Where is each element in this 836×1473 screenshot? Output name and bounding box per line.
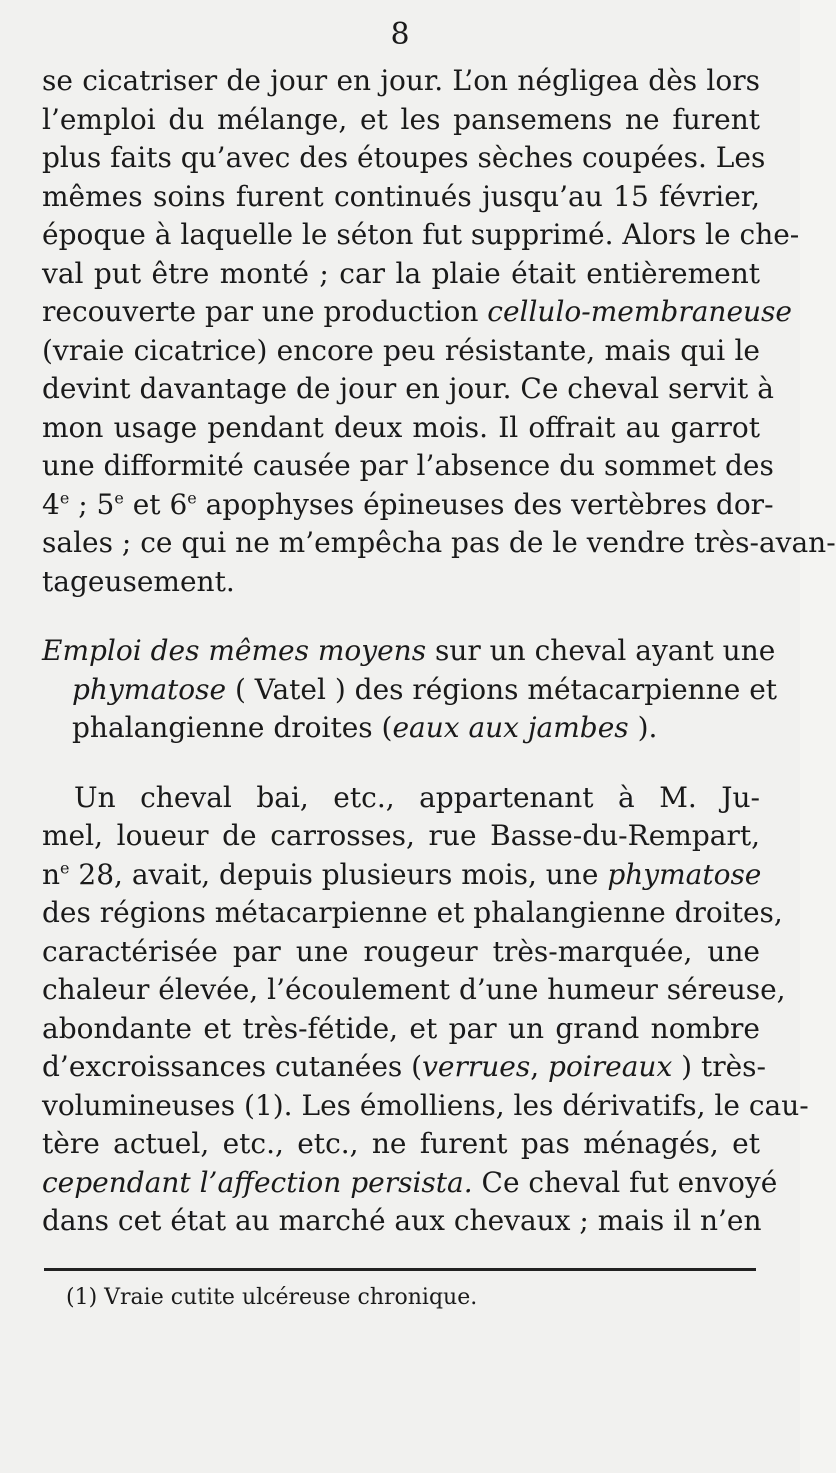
- superscript: e: [114, 488, 124, 508]
- text-line: mon usage pendant deux mois. Il offrait au garrot: [42, 410, 760, 444]
- page-number: 8: [390, 17, 410, 52]
- text-run: n: [42, 857, 61, 891]
- text-run: ).: [628, 711, 658, 744]
- text-line: Un cheval bai, etc., appartenant à M. Ju-: [74, 780, 760, 814]
- italic-term: verrues: [422, 1050, 531, 1083]
- text-run: 28, avait, depuis plusieurs mois, une: [69, 857, 608, 891]
- text-run: recouverte par une production: [42, 295, 488, 328]
- text-line: dans cet état au marché aux chevaux ; mais il n’en: [42, 1204, 762, 1237]
- text-run: ) très-: [672, 1050, 767, 1083]
- text-line: [42, 486, 774, 525]
- text-line: [42, 856, 760, 895]
- text-run: 4: [42, 487, 60, 521]
- italic-term: phymatose: [72, 672, 227, 706]
- section-gap: [42, 601, 760, 632]
- footnote: (1) Vraie cutite ulcéreuse chronique.: [66, 1285, 478, 1310]
- text-line: plus faits qu’avec des étoupes sèches coupées. Les: [42, 141, 766, 174]
- text-run: ,: [530, 1050, 549, 1083]
- italic-term: poireaux: [548, 1050, 673, 1083]
- italic-term: Emploi des mêmes moyens: [42, 634, 427, 667]
- body-text: [42, 62, 836, 1241]
- superscript: e: [59, 488, 70, 508]
- superscript: e: [187, 488, 197, 508]
- text-line: chaleur élevée, l’écoulement d’une humeur séreuse,: [42, 973, 786, 1006]
- text-line: époque à laquelle le séton fut supprimé. Alors le che-: [42, 218, 800, 251]
- text-run: apophyses épineuses des vertèbres dor-: [196, 487, 774, 521]
- text-line: devint davantage de jour en jour. Ce cheval servit à: [42, 372, 774, 405]
- text-line: [42, 1048, 767, 1087]
- italic-term: cependant l’affection persista.: [42, 1165, 473, 1199]
- superscript: e: [60, 858, 70, 878]
- text-line: abondante et très-fétide, et par un grand nombre: [42, 1011, 760, 1045]
- text-line: des régions métacarpienne et phalangienne droites,: [42, 896, 783, 929]
- italic-term: phymatose: [607, 857, 762, 891]
- text-line: [42, 1164, 778, 1203]
- section-heading-line: [42, 632, 776, 671]
- text-line: sales ; ce qui ne m’empêcha pas de le vendre très-avan-: [42, 526, 836, 559]
- text-run: phalangienne droites (: [72, 711, 393, 744]
- section-heading-line: [42, 709, 760, 748]
- text-line: tère actuel, etc., etc., ne furent pas ménagés, et: [42, 1127, 760, 1160]
- text-run: Ce cheval fut envoyé: [472, 1165, 778, 1199]
- text-line: mel, loueur de carrosses, rue Basse-du-Rempart,: [42, 819, 760, 852]
- italic-term: eaux aux jambes: [392, 711, 629, 744]
- text-run: et 6: [123, 487, 188, 521]
- text-line: volumineuses (1). Les émolliens, les dérivatifs, le cau-: [42, 1088, 809, 1122]
- text-run: d’excroissances cutanées (: [42, 1050, 423, 1083]
- text-line: l’emploi du mélange, et les pansemens ne furent: [42, 102, 760, 136]
- text-line: mêmes soins furent continués jusqu’au 15 février,: [42, 179, 760, 213]
- footnote-rule: [44, 1268, 756, 1271]
- text-line: tageusement.: [42, 564, 235, 598]
- text-line: val put être monté ; car la plaie était entièrement: [42, 256, 760, 290]
- section-heading-line: [42, 671, 778, 710]
- text-line: (vraie cicatrice) encore peu résistante, mais qui le: [42, 333, 760, 367]
- text-line: se cicatriser de jour en jour. L’on négligea dès lors: [42, 64, 760, 97]
- text-line: une difformité causée par l’absence du sommet des: [42, 449, 774, 482]
- text-run: sur un cheval ayant une: [426, 634, 776, 667]
- text-run: ; 5: [69, 487, 115, 521]
- italic-term: cellulo-membraneuse: [487, 295, 792, 328]
- section-gap: [42, 748, 760, 779]
- text-line: caractérisée par une rougeur très-marquée, une: [42, 934, 760, 968]
- text-run: ( Vatel ) des régions métacarpienne et: [226, 672, 778, 706]
- text-line: [42, 293, 792, 332]
